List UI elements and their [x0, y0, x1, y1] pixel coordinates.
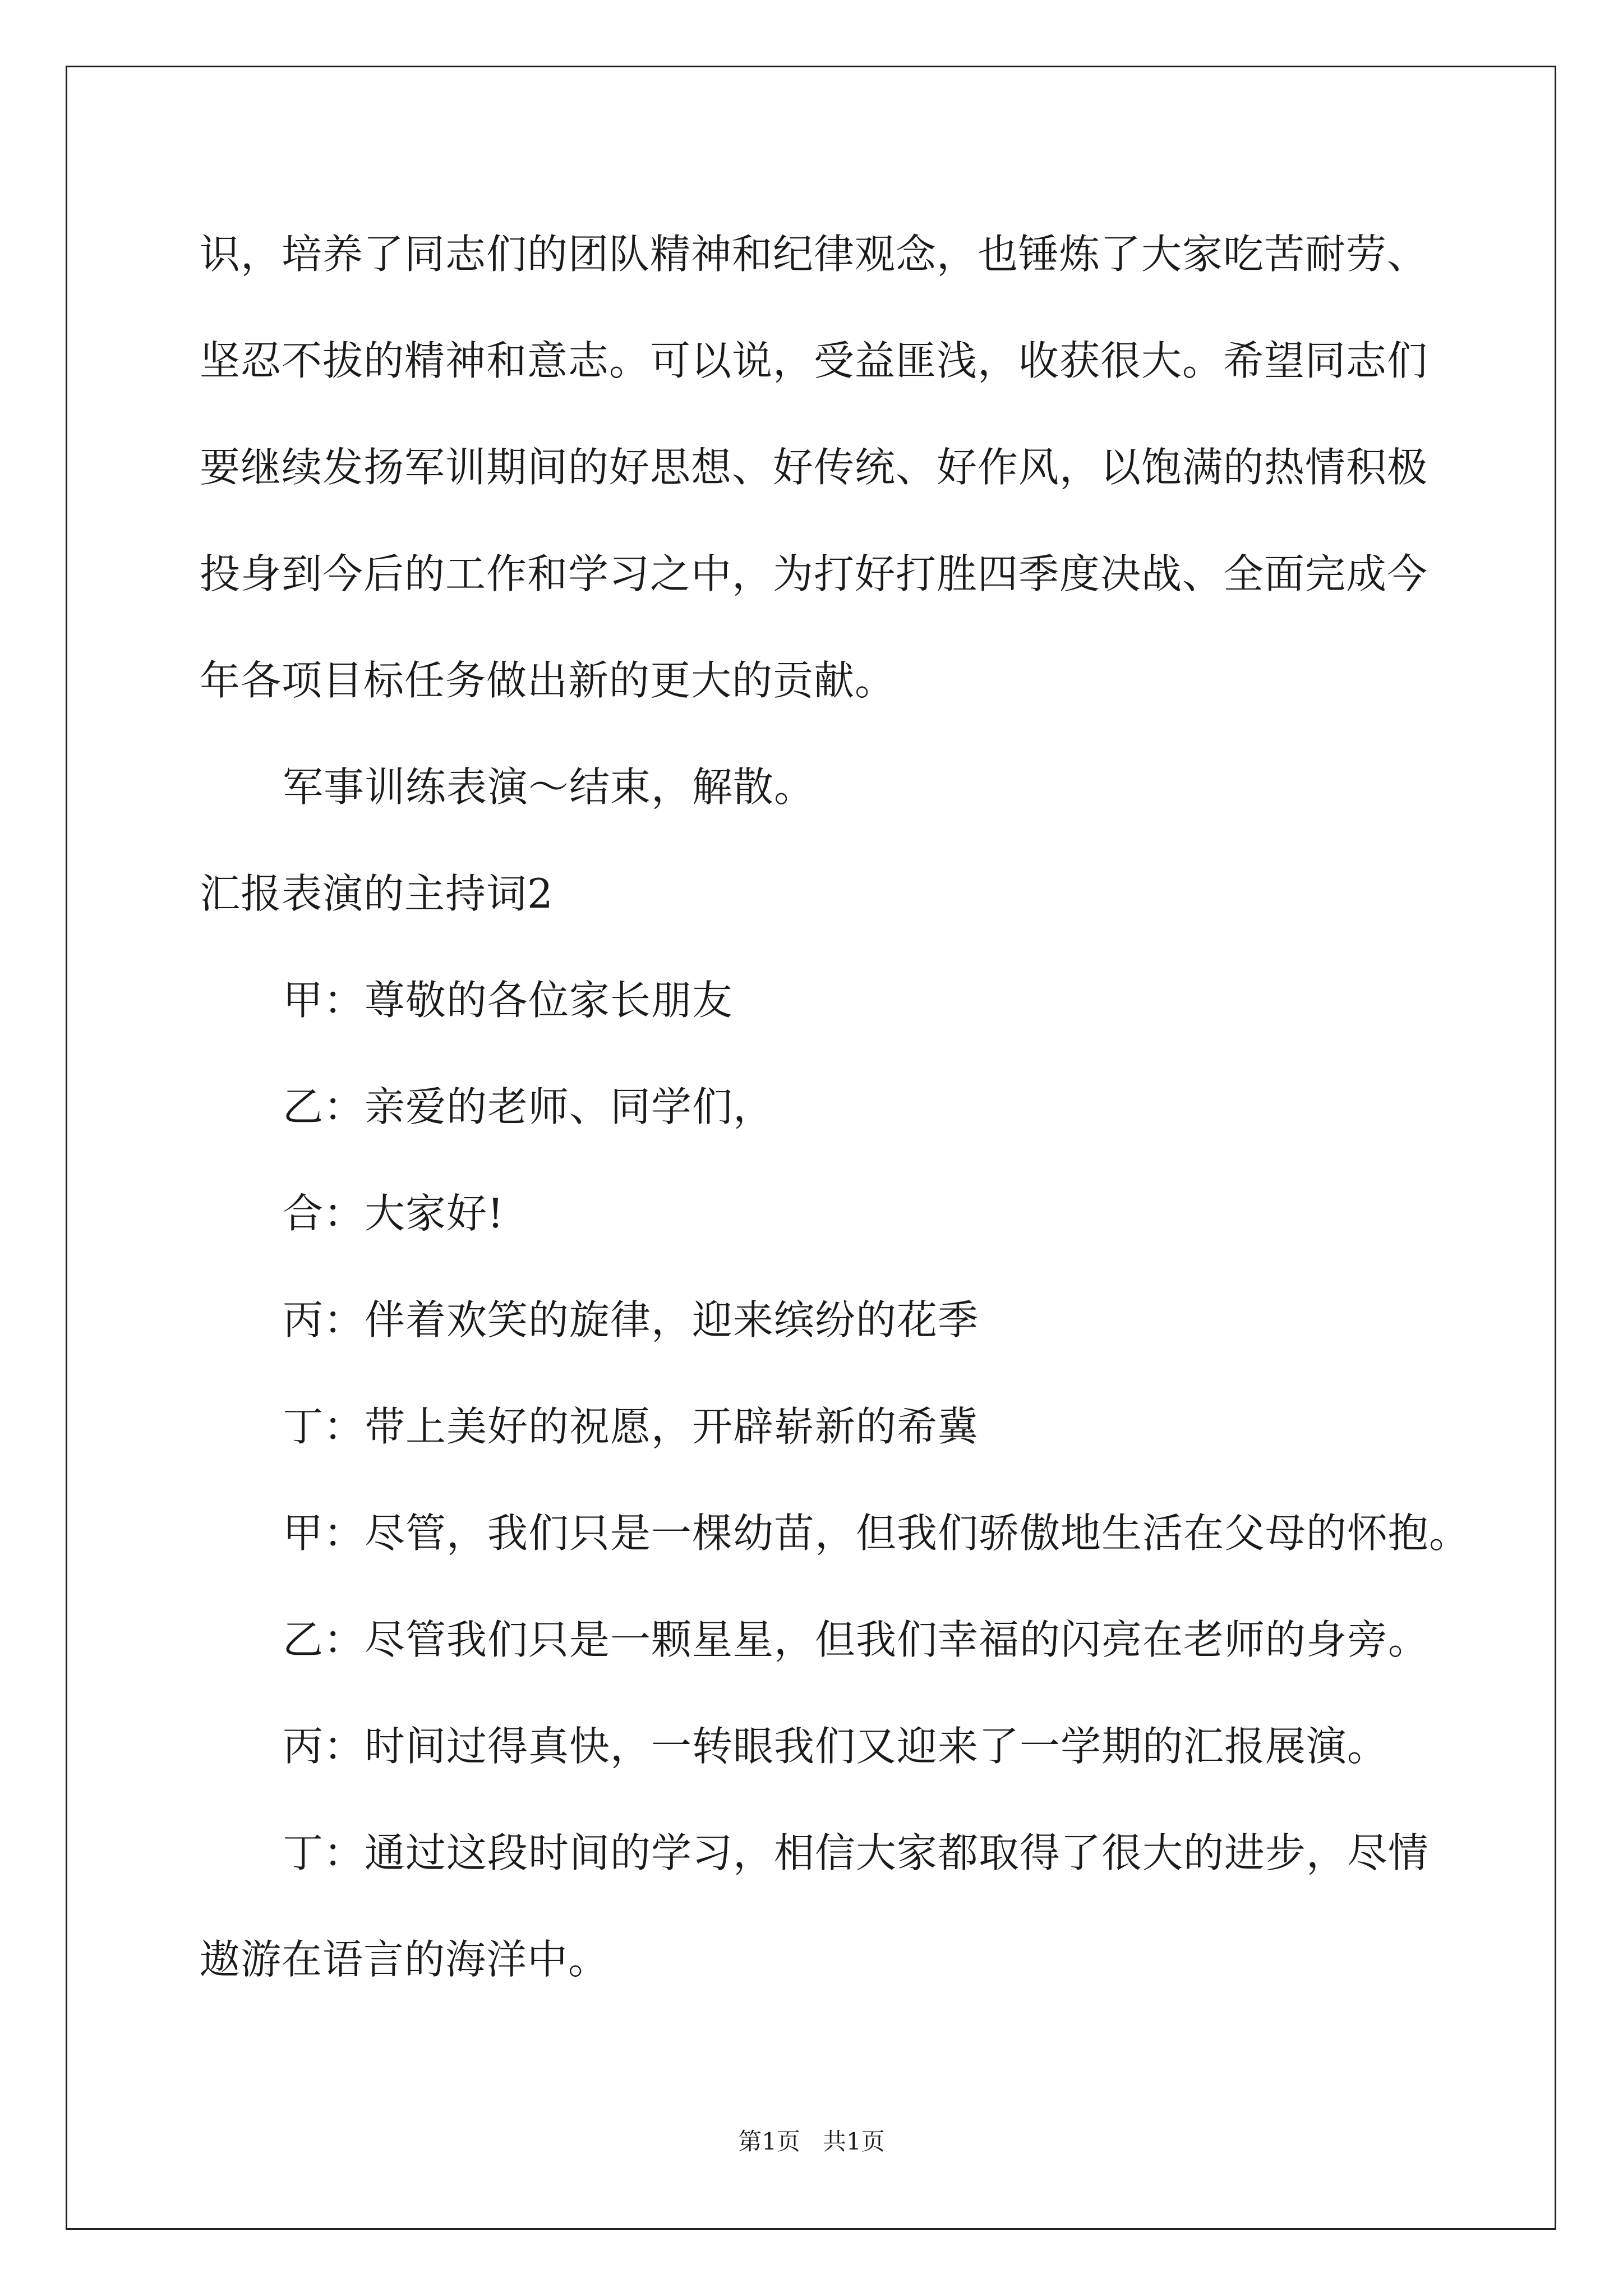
- paragraph-line-indented: 丙：时间过得真快，一转眼我们又迎来了一学期的汇报展演。: [283, 1723, 1389, 1770]
- paragraph-line-indented: 乙：尽管我们只是一颗星星，但我们幸福的闪亮在老师的身旁。: [283, 1616, 1430, 1663]
- paragraph-line-indented: 丁：带上美好的祝愿，开辟崭新的希冀: [283, 1403, 979, 1450]
- paragraph-line: 要继续发扬军训期间的好思想、好传统、好作风，以饱满的热情积极: [200, 444, 1428, 491]
- page-footer: 第1页 共1页: [738, 2128, 885, 2155]
- paragraph-line-indented: 甲：尊敬的各位家长朋友: [283, 977, 734, 1024]
- paragraph-line: 遨游在语言的海洋中。: [200, 1936, 610, 1983]
- paragraph-line: 识，培养了同志们的团队精神和纪律观念，也锤炼了大家吃苦耐劳、: [200, 231, 1428, 278]
- document-body: [200, 201, 1470, 2013]
- paragraph-line-indented: 丁：通过这段时间的学习，相信大家都取得了很大的进步，尽情: [283, 1829, 1430, 1876]
- paragraph-line-indented: 乙：亲爱的老师、同学们，: [283, 1083, 774, 1130]
- paragraph-line-indented: 甲：尽管，我们只是一棵幼苗，但我们骄傲地生活在父母的怀抱。: [283, 1510, 1470, 1557]
- paragraph-line: 投身到今后的工作和学习之中，为打好打胜四季度决战、全面完成今: [200, 550, 1428, 597]
- paragraph-line-indented: 丙：伴着欢笑的旋律，迎来缤纷的花季: [283, 1296, 979, 1343]
- paragraph-line: 汇报表演的主持词2: [200, 870, 554, 917]
- paragraph-line: 年各项目标任务做出新的更大的贡献。: [200, 657, 896, 704]
- paragraph-line-indented: 军事训练表演～结束，解散。: [283, 763, 815, 811]
- paragraph-line-indented: 合：大家好!: [283, 1190, 504, 1237]
- paragraph-line: 坚忍不拔的精神和意志。可以说，受益匪浅，收获很大。希望同志们: [200, 337, 1428, 384]
